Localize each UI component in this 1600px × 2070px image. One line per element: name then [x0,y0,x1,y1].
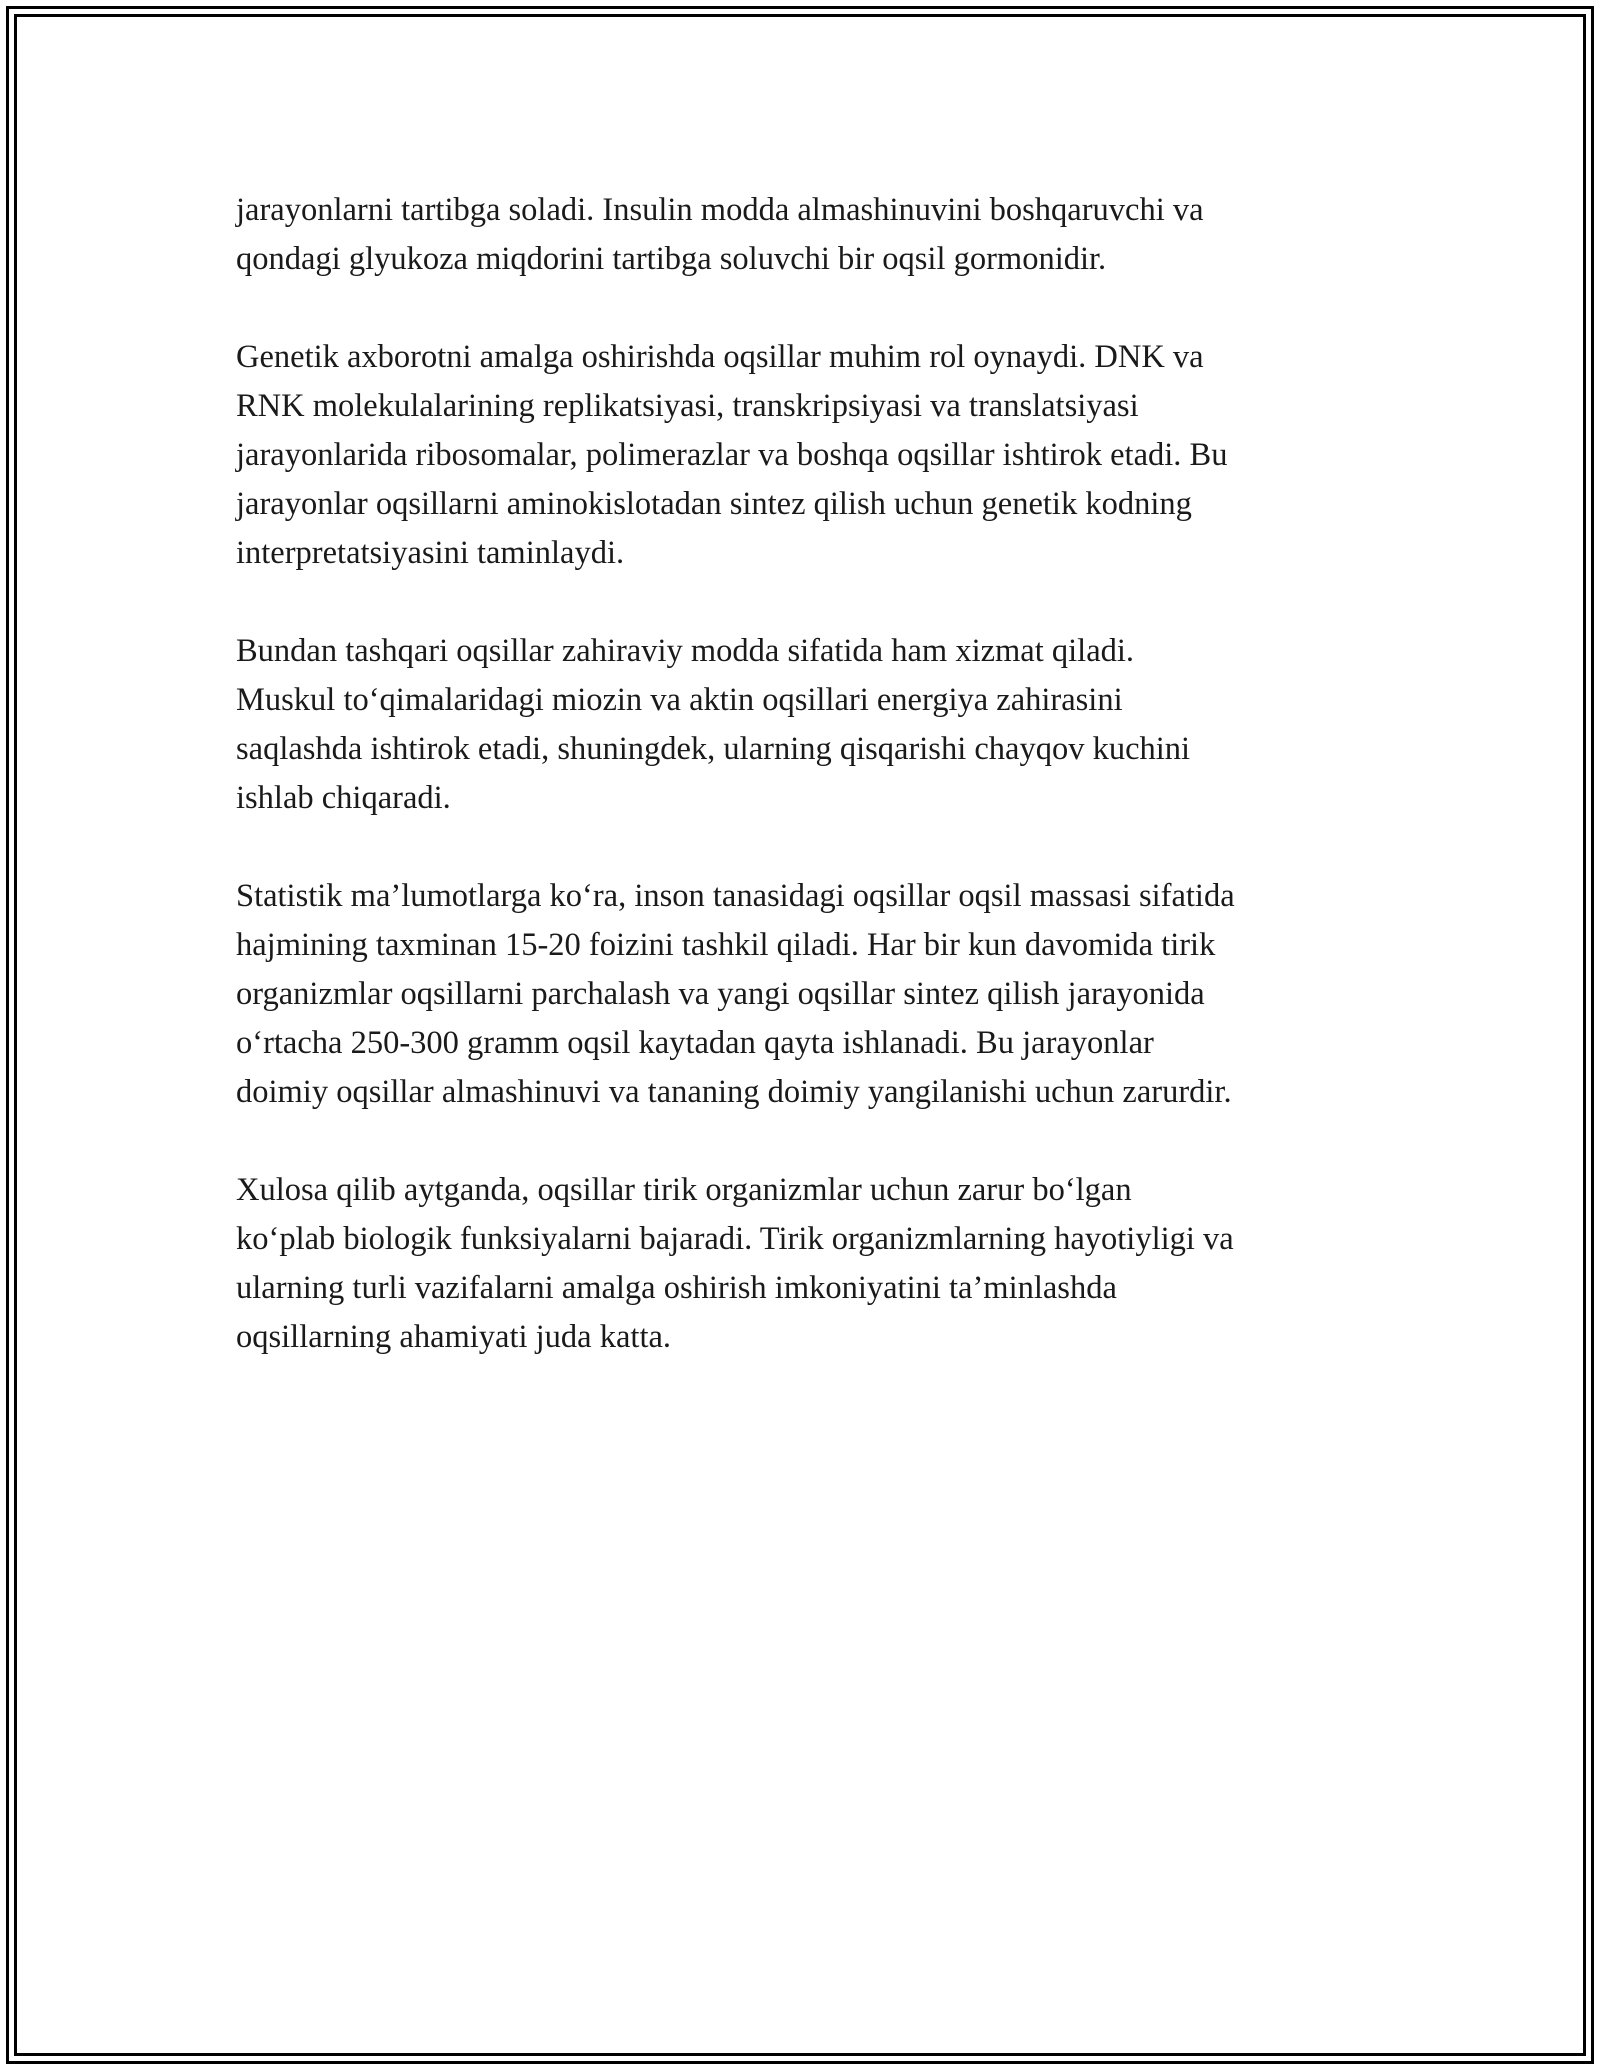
text-line: qondagi glyukoza miqdorini tartibga soluvchi bir oqsil gormonidir. [236,241,1107,277]
text-line: jarayonlarida ribosomalar, polimerazlar va boshqa oqsillar ishtirok etadi. Bu [236,437,1228,473]
text-line: ko‘plab biologik funksiyalarni bajaradi. Tirik organizmlarning hayotiyligi va [236,1221,1234,1257]
text-line: Muskul to‘qimalaridagi miozin va aktin oqsillari energiya zahirasini [236,682,1123,718]
text-line: organizmlar oqsillarni parchalash va yangi oqsillar sintez qilish jarayonida [236,976,1205,1012]
text-line: ularning turli vazifalarni amalga oshirish imkoniyatini ta’minlashda [236,1270,1117,1306]
document-body [236,186,1376,1411]
paragraph [236,1166,1376,1362]
text-line: Statistik ma’lumotlarga ko‘ra, inson tanasidagi oqsillar oqsil massasi sifatida [236,878,1235,914]
text-line: hajmining taxminan 15-20 foizini tashkil qiladi. Har bir kun davomida tirik [236,927,1216,963]
text-line: Bundan tashqari oqsillar zahiraviy modda sifatida ham xizmat qiladi. [236,633,1135,669]
text-line: Xulosa qilib aytganda, oqsillar tirik organizmlar uchun zarur bo‘lgan [236,1172,1132,1208]
paragraph [236,333,1376,578]
text-line: Genetik axborotni amalga oshirishda oqsillar muhim rol oynaydi. DNK va [236,339,1204,375]
paragraph [236,627,1376,823]
paragraph [236,186,1376,284]
text-line: oqsillarning ahamiyati juda katta. [236,1319,672,1355]
text-line: ishlab chiqaradi. [236,780,451,816]
text-line: o‘rtacha 250-300 gramm oqsil kaytadan qayta ishlanadi. Bu jarayonlar [236,1025,1154,1061]
text-line: doimiy oqsillar almashinuvi va tananing doimiy yangilanishi uchun zarurdir. [236,1074,1232,1110]
paragraph [236,872,1376,1117]
text-line: interpretatsiyasini taminlaydi. [236,535,625,571]
text-line: saqlashda ishtirok etadi, shuningdek, ularning qisqarishi chayqov kuchini [236,731,1191,767]
text-line: RNK molekulalarining replikatsiyasi, transkripsiyasi va translatsiyasi [236,388,1139,424]
text-line: jarayonlarni tartibga soladi. Insulin modda almashinuvini boshqaruvchi va [236,192,1204,228]
text-line: jarayonlar oqsillarni aminokislotadan sintez qilish uchun genetik kodning [236,486,1192,522]
